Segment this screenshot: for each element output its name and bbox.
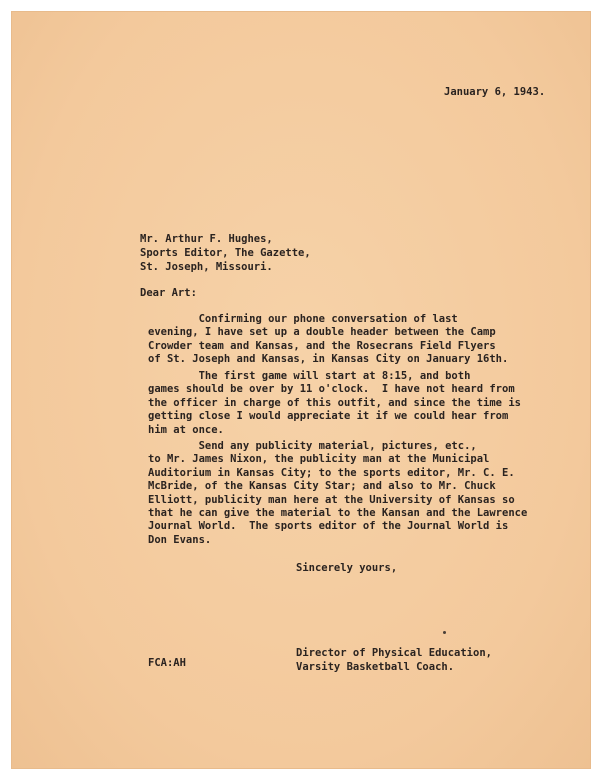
- letter-date: January 6, 1943.: [444, 86, 546, 98]
- paragraph-line: Don Evans.: [148, 533, 212, 546]
- paragraph-line: to Mr. James Nixon, the publicity man at the Municipal: [148, 453, 490, 466]
- signature-block: [296, 646, 492, 702]
- letter-page: [12, 12, 590, 768]
- paragraph-line: evening, I have set up a double header between the Camp: [148, 326, 496, 339]
- salutation: Dear Art:: [140, 287, 197, 299]
- paragraph-line: Confirming our phone conversation of last: [148, 313, 458, 325]
- paragraph-line: Auditorium in Kansas City; to the sports editor, Mr. C. E.: [148, 466, 515, 479]
- paragraph-line: of St. Joseph and Kansas, in Kansas City on January 16th.: [148, 353, 509, 366]
- paragraph-line: getting close I would appreciate it if we could hear from: [148, 410, 509, 423]
- ink-dot-mark: [443, 631, 446, 634]
- paragraph-line: Crowder team and Kansas, and the Rosecrans Field Flyers: [148, 339, 496, 352]
- recipient-line: St. Joseph, Missouri.: [140, 261, 273, 273]
- signature-line: Director of Physical Education,: [296, 647, 492, 659]
- paragraph-line: that he can give the material to the Kansan and the Lawrence: [148, 507, 528, 519]
- paragraph-line: games should be over by 11 o'clock. I have not heard from: [148, 383, 515, 396]
- paragraph-line: Elliott, publicity man here at the University of Kansas so: [148, 493, 515, 506]
- signature-line: Varsity Basketball Coach.: [296, 661, 455, 673]
- paragraph-line: Send any publicity material, pictures, etc.,: [148, 440, 477, 452]
- recipient-line: Mr. Arthur F. Hughes,: [140, 233, 273, 245]
- paragraph-line: him at once.: [148, 423, 224, 436]
- paragraph-line: Journal World. The sports editor of the Journal World is: [148, 520, 509, 533]
- closing: Sincerely yours,: [296, 562, 398, 574]
- paragraph-line: the officer in charge of this outfit, and since the time is: [148, 396, 521, 409]
- recipient-line: Sports Editor, The Gazette,: [140, 247, 311, 259]
- paragraph-line: McBride, of the Kansas City Star; and also to Mr. Chuck: [148, 480, 496, 493]
- paragraph-line: The first game will start at 8:15, and both: [148, 370, 471, 382]
- typist-initials: FCA:AH: [148, 657, 186, 669]
